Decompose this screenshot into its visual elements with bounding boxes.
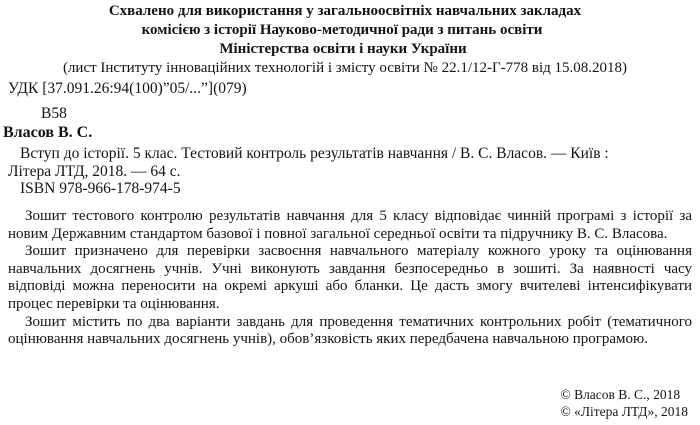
author-name: Власов В. С. (3, 124, 93, 141)
approval-line-2: комісією з історії Науково-методичної ради з питань освіти (141, 22, 543, 38)
udc-code: УДК [37.091.26:94(100)”05/...”](079) (8, 80, 247, 97)
approval-line-3: Міністерства освіти і науки України (219, 41, 467, 57)
approval-notice (0, 2, 700, 78)
copyright-author: © Власов В. С., 2018 (560, 387, 681, 402)
approval-line-1: Схвалено для використання у загальноосвітніх навчальних закладах (108, 3, 582, 19)
approval-letter-reference: (лист Інституту інноваційних технологій і змісту освіти № 22.1/12-Г-778 від 15.08.2018) (62, 60, 628, 76)
biblio-line-1: Вступ до історії. 5 клас. Тестовий контроль результатів навчання / В. С. Власов. — Київ : (20, 145, 609, 162)
annotation (8, 208, 692, 349)
bibliographic-description (8, 145, 691, 198)
annotation-paragraph-2: Зошит призначено для перевірки засвоєння навчального матеріалу кожного уроку та оцінювання навчальних досягнень учнів. Учні виконують завдання безпосередньо в зошиті. За наявності часу відповіді можна переносити на окремі аркуші або бланки. Це дасть змогу вчителеві інтенсифікувати процес перевірки та оцінювання. (8, 243, 692, 312)
copyright-block (560, 386, 688, 420)
annotation-paragraph-3: Зошит містить по два варіанти завдань для проведення тематичних контрольних робіт (тематичного оцінювання навчальних досягнень учнів), обов’язковість яких передбачена навчальною програмою. (8, 313, 692, 348)
copyright-publisher: © «Літера ЛТД», 2018 (560, 404, 688, 419)
isbn: ISBN 978-966-178-974-5 (20, 180, 181, 197)
biblio-line-2: Літера ЛТД, 2018. — 64 с. (8, 162, 181, 180)
annotation-paragraph-1: Зошит тестового контролю результатів навчання для 5 класу відповідає чинній програмі з історії за новим Державним стандартом базової і повної загальної середньої освіти та підручнику В. С. Власова. (8, 208, 692, 242)
bbk-code: В58 (41, 105, 67, 122)
